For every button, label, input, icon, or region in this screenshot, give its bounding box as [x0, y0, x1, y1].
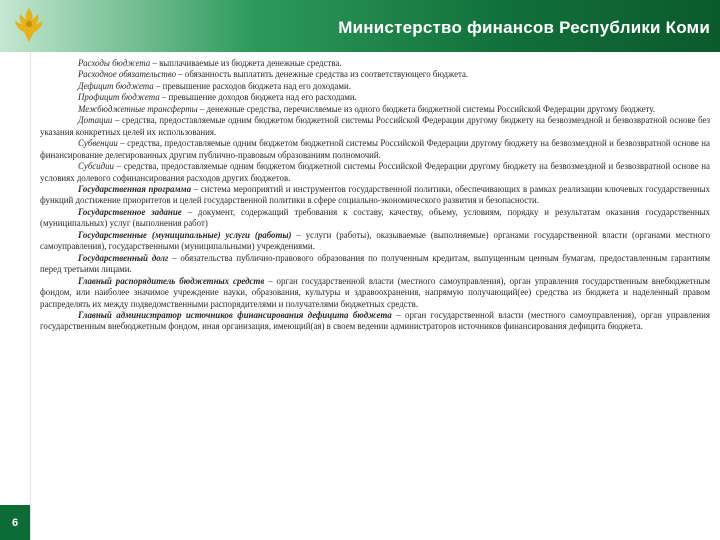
definition-text: – документ, содержащий требования к составу, качеству, объему, условиям, порядку и результатам оказания государственных (муниципальных) услуг (выполнения работ)	[40, 206, 710, 229]
definition-text: – обязательства публично-правового образования по полученным кредитам, выпущенным ценным бумагам, предоставленным гарантиям перед третьими лицами.	[40, 252, 710, 275]
left-sidebar	[0, 52, 31, 540]
definition-term: Главный администратор источников финансирования дефицита бюджета	[78, 309, 392, 320]
definition-text: – система мероприятий и инструментов государственной политики, обеспечивающих в рамках реализации ключевых государственных функций достижение приоритетов и целей государственной политики в сфере социально-экономического развития и безопасности.	[40, 183, 710, 206]
definition-text: – средства, предоставляемые одним бюджетом бюджетной системы Российской Федерации другому бюджету на безвозмездной и безвозвратной основе на финансирование делегированных другим публично-правовым образованиям полномочий.	[40, 138, 710, 160]
definition-paragraph	[40, 310, 710, 333]
definition-paragraph	[40, 276, 710, 310]
definition-paragraph	[40, 115, 710, 138]
definition-term: Субсидии	[78, 161, 114, 172]
definition-term: Расходное обязательство	[78, 69, 177, 80]
definition-paragraph	[40, 230, 710, 253]
komi-emblem-icon	[6, 2, 52, 48]
definition-paragraph	[40, 207, 710, 230]
definition-text: – превышение расходов бюджета над его доходами.	[153, 80, 351, 91]
definition-term: Главный распорядитель бюджетных средств	[78, 275, 265, 286]
definition-text: – средства, предоставляемые одним бюджетом бюджетной системы Российской Федерации другому бюджету на безвозмездной и безвозвратной основе на условиях долевого софинансирования расходов других бюджетов.	[40, 161, 710, 183]
definition-term: Межбюджетные трансферты	[78, 103, 198, 114]
definition-text: – средства, предоставляемые одним бюджетом бюджетной системы Российской Федерации другому бюджету на безвозмездной и безвозвратной основе без указания конкретных целей их использования.	[40, 115, 710, 137]
definition-text: – денежные средства, перечисляемые из одного бюджета бюджетной системы Российской Федерации другому бюджету.	[197, 103, 656, 114]
header-bar	[0, 0, 720, 52]
definition-text: – орган государственной власти (местного самоуправления), орган управления государственным внебюджетным фондом, или наиболее значимое учреждение науки, образования, культуры и здравоохранения, напрямую получающий(ее) средства из бюджета и наделенный правом распределять их между подведомственными распорядителями и получателями бюджетных средств.	[40, 275, 710, 309]
definition-paragraph	[40, 92, 710, 103]
definition-term: Расходы бюджета	[78, 58, 151, 68]
definition-term: Государственные (муниципальные) услуги (работы)	[78, 229, 292, 240]
definition-text: – выплачиваемые из бюджета денежные средства.	[150, 58, 342, 68]
definition-term: Дотации	[78, 115, 113, 126]
definition-paragraph	[40, 81, 710, 92]
definition-text: – орган государственной власти (местного самоуправления), орган управления государственным внебюджетным фондом, иная организация, имеющий(ая) в своем ведении администраторов источников финансирования дефицита бюджета.	[40, 309, 711, 332]
page-title: Министерство финансов Республики Коми	[338, 18, 710, 37]
definition-paragraph	[40, 104, 710, 115]
definition-paragraph	[40, 161, 710, 184]
definition-paragraph	[40, 69, 710, 80]
definition-text: – услуги (работы), оказываемые (выполняемые) органами государственной власти (органами местного самоуправления), государственными (муниципальными) учреждениями.	[40, 229, 711, 252]
page-number: 6	[0, 505, 30, 540]
definition-term: Государственный долг	[78, 252, 169, 263]
definition-term: Государственная программа	[78, 183, 192, 194]
definition-text: – превышение доходов бюджета над его расходами.	[159, 92, 357, 103]
definition-paragraph	[40, 58, 710, 69]
definition-text: – обязанность выплатить денежные средства из соответствующего бюджета.	[176, 69, 469, 80]
definition-term: Дефицит бюджета	[78, 80, 154, 91]
definition-paragraph	[40, 138, 710, 161]
definitions-list	[40, 58, 710, 333]
definition-term: Государственное задание	[78, 206, 182, 217]
definition-term: Профицит бюджета	[78, 92, 160, 103]
definition-paragraph	[40, 184, 710, 207]
definition-paragraph	[40, 253, 710, 276]
definition-term: Субвенции	[78, 138, 118, 149]
